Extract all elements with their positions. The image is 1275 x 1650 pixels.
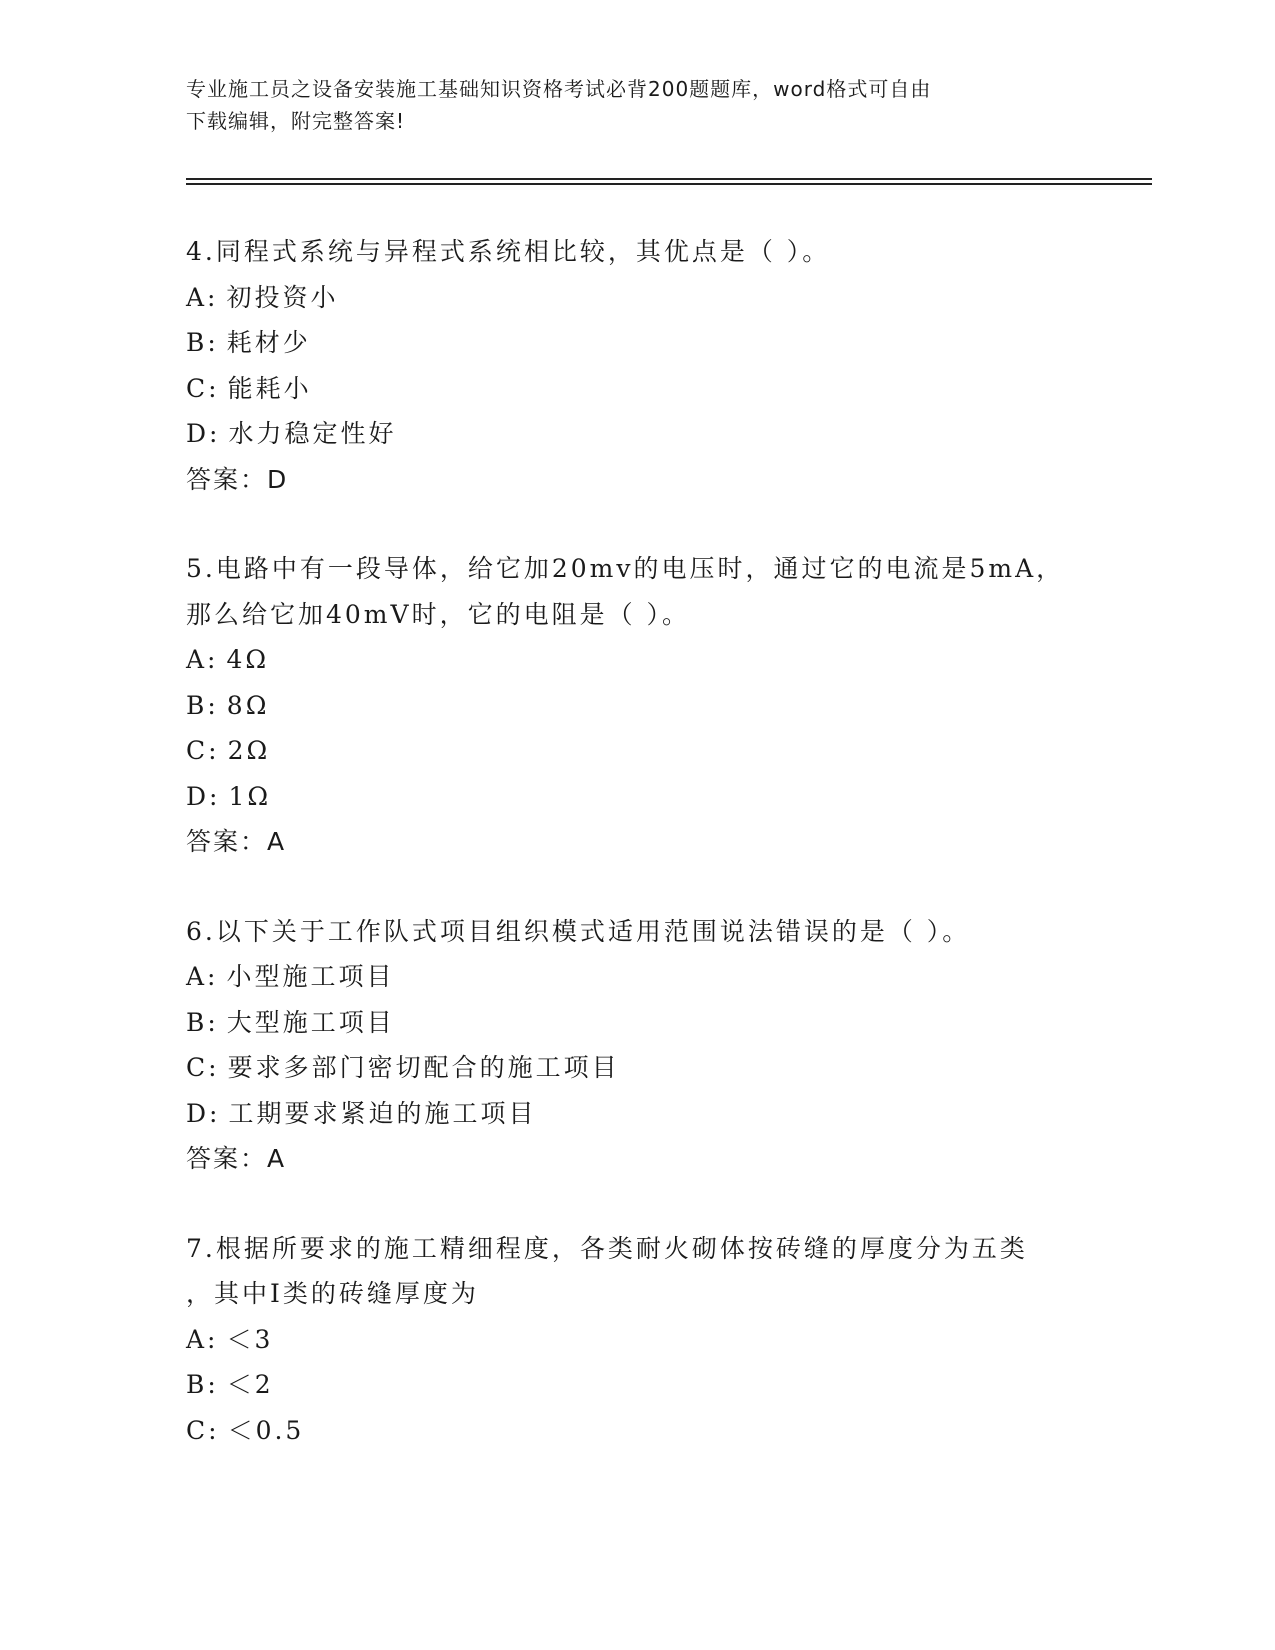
option-d bbox=[186, 411, 1086, 457]
option-text: 1Ω bbox=[228, 781, 272, 811]
option-a bbox=[186, 1317, 1086, 1363]
option-text: 大型施工项目 bbox=[226, 1007, 395, 1037]
question-item bbox=[186, 229, 1086, 502]
question-item bbox=[186, 909, 1086, 1182]
option-text: 初投资小 bbox=[226, 282, 339, 312]
option-b bbox=[186, 683, 1086, 729]
option-a bbox=[186, 637, 1086, 683]
option-text: 要求多部门密切配合的施工项目 bbox=[227, 1053, 620, 1082]
answer-line: 答案：D bbox=[186, 464, 289, 494]
option-text: 工期要求紧迫的施工项目 bbox=[228, 1098, 537, 1128]
option-letter: A: bbox=[186, 1324, 219, 1354]
question-item bbox=[186, 546, 1086, 865]
option-text: 8Ω bbox=[226, 690, 270, 720]
option-text: 能耗小 bbox=[227, 373, 312, 403]
option-text: 小型施工项目 bbox=[226, 962, 395, 991]
option-letter: C: bbox=[186, 736, 220, 765]
question-stem: 5.电路中有一段导体，给它加20mv的电压时，通过它的电流是5mA， bbox=[186, 554, 1065, 583]
option-text: 4Ω bbox=[226, 645, 270, 674]
option-letter: A: bbox=[186, 962, 219, 991]
option-d bbox=[186, 774, 1086, 820]
answer-line: 答案：A bbox=[186, 1144, 287, 1173]
question-stem: 7.根据所要求的施工精细程度，各类耐火砌体按砖缝的厚度分为五类 bbox=[186, 1233, 1028, 1263]
option-letter: D: bbox=[186, 1098, 221, 1128]
question-stem-continued: ，其中Ⅰ类的砖缝厚度为 bbox=[186, 1279, 479, 1308]
option-letter: D: bbox=[186, 419, 221, 448]
option-b bbox=[186, 320, 1086, 366]
option-letter: C: bbox=[186, 1415, 220, 1445]
option-letter: B: bbox=[186, 328, 219, 357]
header-divider-bottom bbox=[186, 183, 1152, 185]
question-item bbox=[186, 1226, 1086, 1454]
option-b bbox=[186, 1362, 1086, 1408]
option-c bbox=[186, 1045, 1086, 1091]
option-letter: A: bbox=[186, 282, 219, 312]
option-a bbox=[186, 954, 1086, 1000]
option-b bbox=[186, 1000, 1086, 1046]
option-text: 耗材少 bbox=[226, 328, 311, 357]
option-letter: B: bbox=[186, 690, 219, 720]
document-header bbox=[186, 73, 1066, 137]
option-a bbox=[186, 275, 1086, 321]
header-line-2: 下载编辑，附完整答案! bbox=[186, 109, 406, 133]
option-text: 水力稳定性好 bbox=[228, 419, 397, 448]
option-letter: B: bbox=[186, 1370, 219, 1399]
option-text: ＜0.5 bbox=[227, 1415, 305, 1445]
option-letter: A: bbox=[186, 645, 219, 674]
header-line-1: 专业施工员之设备安装施工基础知识资格考试必背200题题库，word格式可自由 bbox=[186, 77, 932, 101]
option-letter: C: bbox=[186, 373, 220, 403]
option-text: ＜2 bbox=[226, 1370, 274, 1399]
question-stem: 4.同程式系统与异程式系统相比较，其优点是（ ）。 bbox=[186, 237, 831, 266]
option-text: 2Ω bbox=[227, 736, 271, 765]
option-letter: C: bbox=[186, 1053, 220, 1082]
option-c bbox=[186, 728, 1086, 774]
option-c bbox=[186, 366, 1086, 412]
option-letter: D: bbox=[186, 781, 221, 811]
answer-line: 答案：A bbox=[186, 827, 287, 856]
option-letter: B: bbox=[186, 1007, 219, 1037]
question-stem-continued: 那么给它加40mV时，它的电阻是（ ）。 bbox=[186, 599, 691, 629]
option-d bbox=[186, 1091, 1086, 1137]
option-c bbox=[186, 1408, 1086, 1454]
question-stem: 6.以下关于工作队式项目组织模式适用范围说法错误的是（ ）。 bbox=[186, 916, 971, 946]
option-text: ＜3 bbox=[226, 1324, 274, 1354]
question-list bbox=[186, 229, 1086, 1497]
header-divider-top bbox=[186, 178, 1152, 180]
